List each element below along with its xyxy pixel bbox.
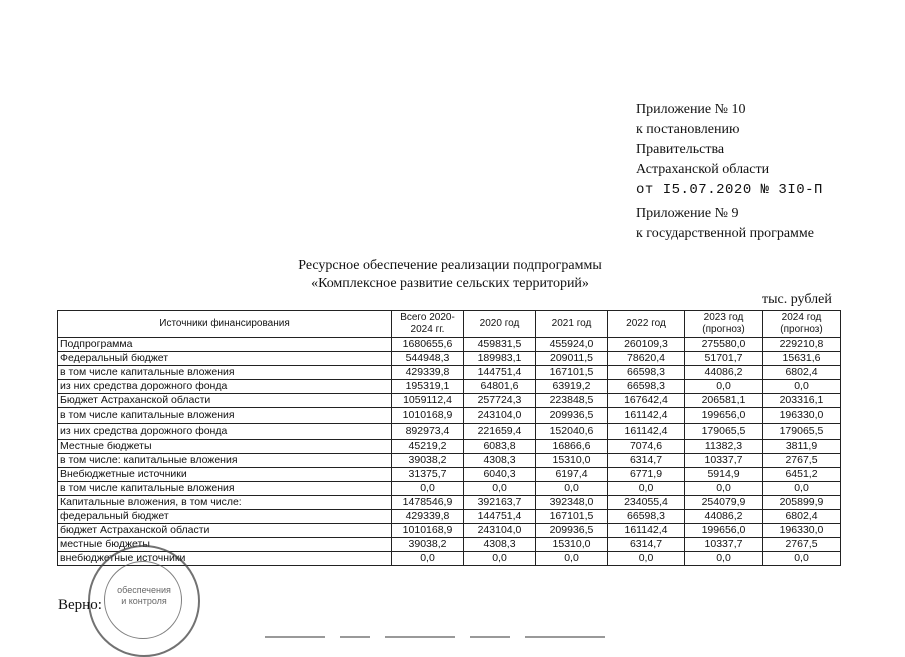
cell-2024: 0,0 <box>763 482 841 496</box>
table-row <box>58 524 841 538</box>
table-row <box>58 482 841 496</box>
table-row <box>58 366 841 380</box>
row-label: Федеральный бюджет <box>58 352 392 366</box>
row-label: из них средства дорожного фонда <box>58 424 392 440</box>
cell-2024: 6451,2 <box>763 468 841 482</box>
cell-2022: 6771,9 <box>608 468 685 482</box>
appendix-number: Приложение № 10 <box>636 102 746 117</box>
cell-2023: 275580,0 <box>685 338 763 352</box>
cell-total: 39038,2 <box>392 538 464 552</box>
cell-total: 1478546,9 <box>392 496 464 510</box>
cell-2021: 0,0 <box>536 482 608 496</box>
header-2020: 2020 год <box>464 311 536 338</box>
cell-2022: 260109,3 <box>608 338 685 352</box>
cell-2020: 6040,3 <box>464 468 536 482</box>
cell-2020: 144751,4 <box>464 510 536 524</box>
appendix-region: Астраханской области <box>636 162 770 177</box>
cell-total: 1059112,4 <box>392 394 464 408</box>
cell-2020: 6083,8 <box>464 440 536 454</box>
table-row <box>58 440 841 454</box>
scan-artifact <box>470 636 510 638</box>
table-header-row <box>58 311 841 338</box>
cell-2020: 392163,7 <box>464 496 536 510</box>
table-row <box>58 338 841 352</box>
row-label: Подпрограмма <box>58 338 392 352</box>
cell-2021: 63919,2 <box>536 380 608 394</box>
cell-2024: 3811,9 <box>763 440 841 454</box>
cell-total: 0,0 <box>392 482 464 496</box>
cell-2022: 6314,7 <box>608 454 685 468</box>
cell-2021: 209936,5 <box>536 408 608 424</box>
cell-2023: 179065,5 <box>685 424 763 440</box>
cell-2021: 455924,0 <box>536 338 608 352</box>
table-row <box>58 468 841 482</box>
appendix-10-header <box>636 100 823 200</box>
row-label: в том числе капитальные вложения <box>58 408 392 424</box>
header-source: Источники финансирования <box>58 311 392 338</box>
cell-total: 39038,2 <box>392 454 464 468</box>
table-row <box>58 352 841 366</box>
title-line-2: «Комплексное развитие сельских территорий» <box>311 276 589 291</box>
cell-2021: 167101,5 <box>536 366 608 380</box>
official-stamp <box>88 545 200 657</box>
cell-2023: 206581,1 <box>685 394 763 408</box>
cell-2022: 66598,3 <box>608 366 685 380</box>
cell-2020: 221659,4 <box>464 424 536 440</box>
cell-2022: 161142,4 <box>608 424 685 440</box>
stamp-text-2: и контроля <box>121 596 167 606</box>
scan-artifact <box>340 636 370 638</box>
cell-2024: 0,0 <box>763 552 841 566</box>
units-label: тыс. рублей <box>762 292 832 307</box>
cell-2024: 196330,0 <box>763 408 841 424</box>
cell-2024: 2767,5 <box>763 454 841 468</box>
cell-2021: 15310,0 <box>536 538 608 552</box>
appendix-9-header <box>636 204 814 244</box>
cell-2023: 44086,2 <box>685 510 763 524</box>
cell-2021: 167101,5 <box>536 510 608 524</box>
row-label: бюджет Астраханской области <box>58 524 392 538</box>
cell-2022: 0,0 <box>608 482 685 496</box>
row-label: федеральный бюджет <box>58 510 392 524</box>
cell-total: 31375,7 <box>392 468 464 482</box>
cell-2022: 6314,7 <box>608 538 685 552</box>
scan-artifact <box>525 636 605 638</box>
table-row <box>58 538 841 552</box>
row-label: Капитальные вложения, в том числе: <box>58 496 392 510</box>
cell-2023: 0,0 <box>685 380 763 394</box>
cell-2023: 10337,7 <box>685 538 763 552</box>
cell-2023: 44086,2 <box>685 366 763 380</box>
cell-2023: 51701,7 <box>685 352 763 366</box>
cell-2021: 223848,5 <box>536 394 608 408</box>
header-2024: 2024 год (прогноз) <box>763 311 841 338</box>
title-line-1: Ресурсное обеспечение реализации подпрограммы <box>298 258 602 273</box>
cell-total: 45219,2 <box>392 440 464 454</box>
cell-2024: 179065,5 <box>763 424 841 440</box>
cell-2020: 144751,4 <box>464 366 536 380</box>
certified-label: Верно: <box>58 597 102 613</box>
cell-2020: 243104,0 <box>464 524 536 538</box>
table-row <box>58 408 841 424</box>
cell-2020: 64801,6 <box>464 380 536 394</box>
scan-artifact <box>385 636 455 638</box>
cell-2022: 66598,3 <box>608 380 685 394</box>
cell-2021: 16866,6 <box>536 440 608 454</box>
row-label: Местные бюджеты <box>58 440 392 454</box>
cell-2023: 0,0 <box>685 552 763 566</box>
cell-2024: 196330,0 <box>763 524 841 538</box>
cell-2023: 10337,7 <box>685 454 763 468</box>
cell-2020: 243104,0 <box>464 408 536 424</box>
cell-2021: 0,0 <box>536 552 608 566</box>
appendix-to-program: к государственной программе <box>636 226 814 241</box>
cell-total: 429339,8 <box>392 366 464 380</box>
cell-2022: 66598,3 <box>608 510 685 524</box>
cell-2023: 199656,0 <box>685 524 763 538</box>
appendix-government: Правительства <box>636 142 725 157</box>
cell-2024: 6802,4 <box>763 510 841 524</box>
cell-2022: 161142,4 <box>608 524 685 538</box>
cell-2021: 209011,5 <box>536 352 608 366</box>
cell-2020: 189983,1 <box>464 352 536 366</box>
table-row <box>58 454 841 468</box>
cell-2023: 0,0 <box>685 482 763 496</box>
cell-2024: 229210,8 <box>763 338 841 352</box>
row-label: в том числе: капитальные вложения <box>58 454 392 468</box>
cell-2022: 234055,4 <box>608 496 685 510</box>
cell-2022: 7074,6 <box>608 440 685 454</box>
cell-total: 429339,8 <box>392 510 464 524</box>
appendix-to-resolution: к постановлению <box>636 122 740 137</box>
financing-table <box>57 310 841 566</box>
cell-2020: 4308,3 <box>464 538 536 552</box>
cell-2020: 4308,3 <box>464 454 536 468</box>
cell-2024: 203316,1 <box>763 394 841 408</box>
table-row <box>58 380 841 394</box>
cell-total: 544948,3 <box>392 352 464 366</box>
cell-total: 1010168,9 <box>392 408 464 424</box>
stamp-text-1: обеспечения <box>117 585 171 595</box>
row-label: Бюджет Астраханской области <box>58 394 392 408</box>
cell-2021: 15310,0 <box>536 454 608 468</box>
cell-2023: 199656,0 <box>685 408 763 424</box>
cell-2021: 6197,4 <box>536 468 608 482</box>
cell-2023: 5914,9 <box>685 468 763 482</box>
cell-2022: 167642,4 <box>608 394 685 408</box>
cell-2024: 2767,5 <box>763 538 841 552</box>
appendix-date-number: от I5.07.2020 № 3I0-П <box>636 182 823 198</box>
row-label: в том числе капитальные вложения <box>58 482 392 496</box>
cell-2021: 209936,5 <box>536 524 608 538</box>
table-row <box>58 496 841 510</box>
cell-2022: 0,0 <box>608 552 685 566</box>
cell-2020: 257724,3 <box>464 394 536 408</box>
table-row <box>58 424 841 440</box>
cell-2020: 459831,5 <box>464 338 536 352</box>
cell-2020: 0,0 <box>464 552 536 566</box>
row-label: местные бюджеты <box>58 538 392 552</box>
scan-artifact <box>265 636 325 638</box>
row-label: в том числе капитальные вложения <box>58 366 392 380</box>
header-2022: 2022 год <box>608 311 685 338</box>
cell-2024: 6802,4 <box>763 366 841 380</box>
cell-2022: 78620,4 <box>608 352 685 366</box>
table-row <box>58 510 841 524</box>
cell-total: 0,0 <box>392 552 464 566</box>
header-2021: 2021 год <box>536 311 608 338</box>
cell-2023: 11382,3 <box>685 440 763 454</box>
cell-2021: 392348,0 <box>536 496 608 510</box>
cell-2024: 0,0 <box>763 380 841 394</box>
document-title <box>200 257 700 293</box>
cell-total: 892973,4 <box>392 424 464 440</box>
cell-2024: 15631,6 <box>763 352 841 366</box>
cell-2022: 161142,4 <box>608 408 685 424</box>
appendix-number: Приложение № 9 <box>636 206 739 221</box>
header-total: Всего 2020-2024 гг. <box>392 311 464 338</box>
row-label: внебюджетные источники <box>58 552 392 566</box>
row-label: Внебюджетные источники <box>58 468 392 482</box>
row-label: из них средства дорожного фонда <box>58 380 392 394</box>
cell-2021: 152040,6 <box>536 424 608 440</box>
cell-total: 1680655,6 <box>392 338 464 352</box>
cell-2020: 0,0 <box>464 482 536 496</box>
header-2023: 2023 год (прогноз) <box>685 311 763 338</box>
cell-total: 1010168,9 <box>392 524 464 538</box>
table-row <box>58 394 841 408</box>
cell-2024: 205899,9 <box>763 496 841 510</box>
cell-total: 195319,1 <box>392 380 464 394</box>
cell-2023: 254079,9 <box>685 496 763 510</box>
